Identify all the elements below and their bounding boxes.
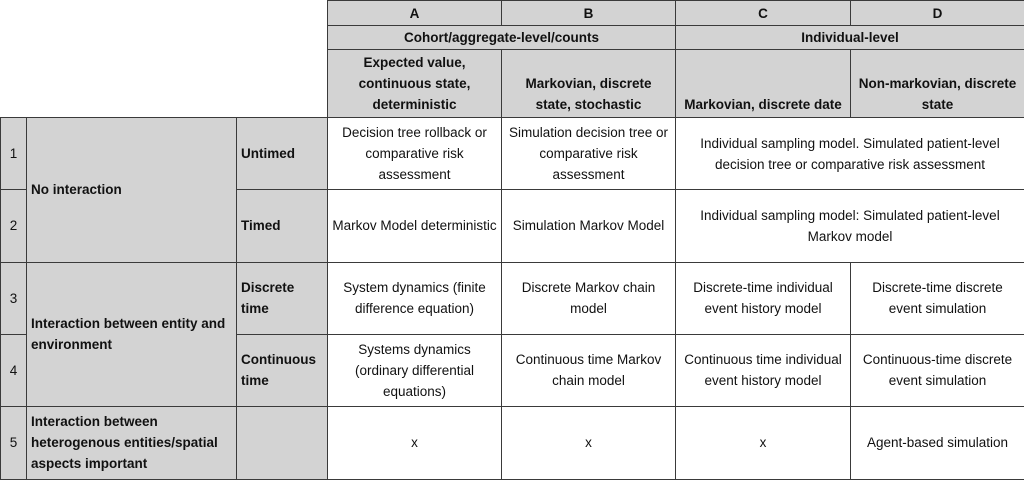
cell-5b: x [502,406,676,479]
subheader-b: Markovian, discrete state, stochastic [502,50,676,118]
subheader-c: Markovian, discrete date [676,50,851,118]
cell-2cd: Individual sampling model: Simulated patient-level Markov model [676,190,1024,262]
cell-2a: Markov Model deterministic [328,190,502,262]
category-heterogenous-entities: Interaction between heterogenous entities/spatial aspects important [27,406,237,479]
cell-3c: Discrete-time individual event history model [676,262,851,334]
subheader-a: Expected value, continuous state, deterministic [328,50,502,118]
timing-discrete: Discrete time [237,262,328,334]
category-no-interaction: No interaction [27,118,237,262]
column-letter-b: B [502,1,676,26]
cell-4a: Systems dynamics (ordinary differential equations) [328,334,502,406]
cell-3a: System dynamics (finite difference equation) [328,262,502,334]
subheader-d: Non-markovian, discrete state [851,50,1024,118]
cell-4d: Continuous-time discrete event simulation [851,334,1024,406]
header-letter-row [1,1,1024,26]
column-letter-d: D [851,1,1024,26]
cell-4b: Continuous time Markov chain model [502,334,676,406]
category-entity-environment: Interaction between entity and environment [27,262,237,406]
cell-3d: Discrete-time discrete event simulation [851,262,1024,334]
cell-4c: Continuous time individual event history model [676,334,851,406]
cell-1a: Decision tree rollback or comparative risk assessment [328,118,502,190]
row-number: 4 [1,334,27,406]
table-row [1,262,1024,334]
blank-corner-cell [1,1,328,118]
timing-continuous: Continuous time [237,334,328,406]
cell-5a: x [328,406,502,479]
cell-2b: Simulation Markov Model [502,190,676,262]
group-header-cohort: Cohort/aggregate-level/counts [328,26,676,50]
cell-1b: Simulation decision tree or comparative risk assessment [502,118,676,190]
table-row [1,406,1024,479]
cell-1cd: Individual sampling model. Simulated patient-level decision tree or comparative risk assessment [676,118,1024,190]
cell-3b: Discrete Markov chain model [502,262,676,334]
group-header-individual: Individual-level [676,26,1024,50]
row-number: 5 [1,406,27,479]
row-number: 3 [1,262,27,334]
column-letter-a: A [328,1,502,26]
timing-empty [237,406,328,479]
timing-untimed: Untimed [237,118,328,190]
table-row [1,118,1024,190]
cell-5d: Agent-based simulation [851,406,1024,479]
column-letter-c: C [676,1,851,26]
cell-5c: x [676,406,851,479]
row-number: 1 [1,118,27,190]
timing-timed: Timed [237,190,328,262]
row-number: 2 [1,190,27,262]
